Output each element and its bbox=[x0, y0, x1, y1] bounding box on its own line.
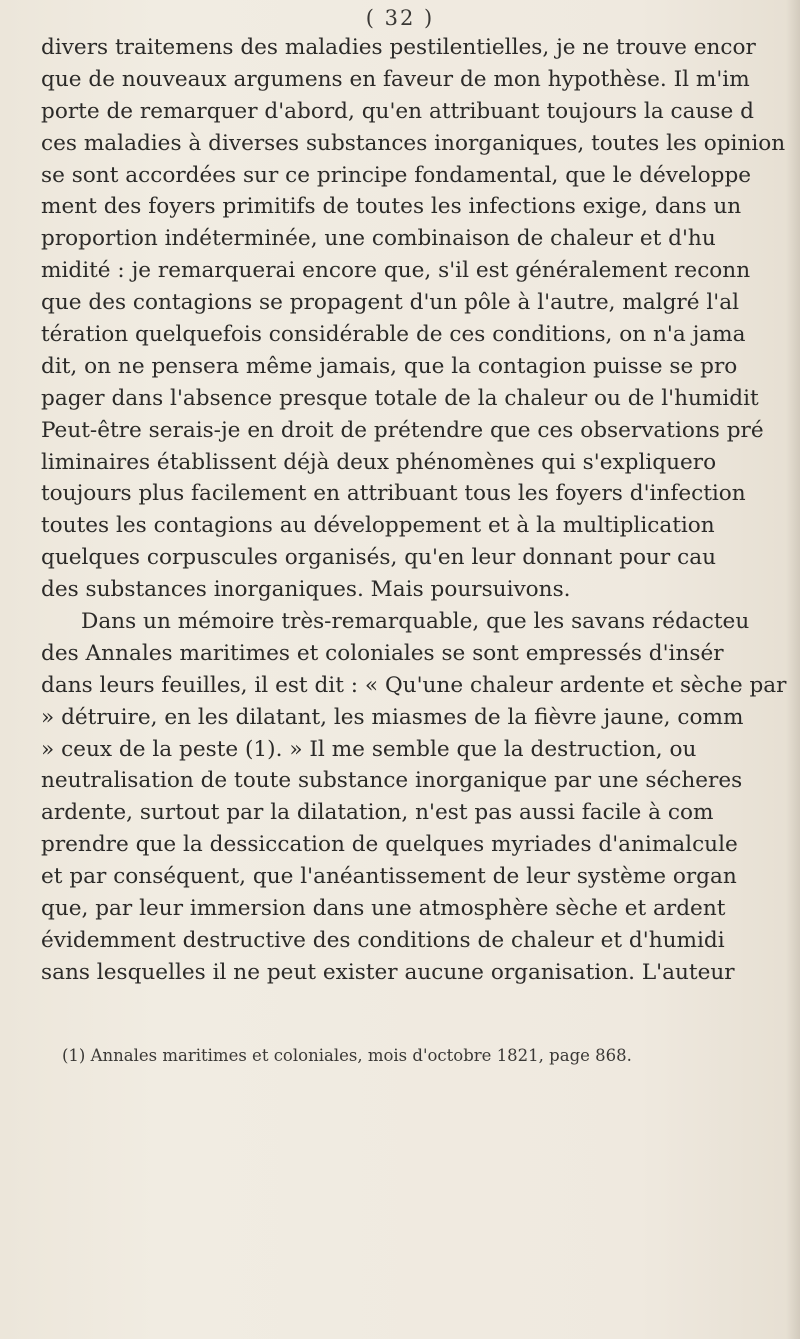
text-line: neutralisation de toute substance inorganique par une sécheres bbox=[41, 768, 743, 794]
text-line: que, par leur immersion dans une atmosphère sèche et ardent bbox=[41, 896, 726, 922]
text-line: liminaires établissent déjà deux phénomènes qui s'expliquero bbox=[41, 449, 717, 475]
text-line: prendre que la dessiccation de quelques myriades d'animalcule bbox=[41, 832, 738, 858]
text-line: évidemment destructive des conditions de chaleur et d'humidi bbox=[41, 927, 725, 953]
text-line: » détruire, en les dilatant, les miasmes de la fièvre jaune, comm bbox=[41, 704, 744, 730]
text-line: toujours plus facilement en attribuant tous les foyers d'infection bbox=[41, 481, 746, 507]
text-line: quelques corpuscules organisés, qu'en leur donnant pour cau bbox=[41, 545, 716, 571]
text-line: se sont accordées sur ce principe fondamental, que le développe bbox=[41, 162, 752, 188]
text-line: sans lesquelles il ne peut exister aucune organisation. L'auteur bbox=[41, 959, 735, 985]
text-line: toutes les contagions au développement et à la multiplication bbox=[41, 513, 715, 539]
footnote: (1) Annales maritimes et coloniales, mois d'octobre 1821, page 868. bbox=[62, 1046, 632, 1065]
text-line: dit, on ne pensera même jamais, que la contagion puisse se pro bbox=[41, 353, 738, 379]
text-line: et par conséquent, que l'anéantissement de leur système organ bbox=[41, 864, 737, 890]
text-line: proportion indéterminée, une combinaison de chaleur et d'hu bbox=[41, 226, 716, 252]
text-line: Peut-être serais-je en droit de prétendre que ces observations pré bbox=[41, 417, 764, 443]
text-line: ardente, surtout par la dilatation, n'est pas aussi facile à com bbox=[41, 800, 714, 826]
text-line: ment des foyers primitifs de toutes les infections exige, dans un bbox=[41, 194, 742, 220]
page-edge-shadow bbox=[786, 0, 800, 1339]
text-line: dans leurs feuilles, il est dit : « Qu'une chaleur ardente et sèche par bbox=[41, 672, 787, 698]
text-line: Dans un mémoire très-remarquable, que les savans rédacteu bbox=[81, 609, 750, 635]
page-number: ( 32 ) bbox=[365, 6, 435, 30]
text-line: que de nouveaux argumens en faveur de mon hypothèse. Il m'im bbox=[41, 66, 750, 92]
body-text bbox=[41, 32, 800, 989]
text-line: midité : je remarquerai encore que, s'il est généralement reconn bbox=[41, 258, 751, 284]
text-line: que des contagions se propagent d'un pôle à l'autre, malgré l'al bbox=[41, 290, 740, 316]
text-line: ces maladies à diverses substances inorganiques, toutes les opinion bbox=[41, 130, 786, 156]
text-line: » ceux de la peste (1). » Il me semble que la destruction, ou bbox=[41, 736, 697, 762]
text-line: des substances inorganiques. Mais poursuivons. bbox=[41, 577, 571, 603]
text-line: pager dans l'absence presque totale de la chaleur ou de l'humidit bbox=[41, 385, 759, 411]
text-line: des Annales maritimes et coloniales se sont empressés d'insér bbox=[41, 640, 724, 666]
text-line: divers traitemens des maladies pestilentielles, je ne trouve encor bbox=[41, 35, 756, 60]
text-line: porte de remarquer d'abord, qu'en attribuant toujours la cause d bbox=[41, 98, 754, 124]
text-line: tération quelquefois considérable de ces conditions, on n'a jama bbox=[41, 322, 746, 348]
